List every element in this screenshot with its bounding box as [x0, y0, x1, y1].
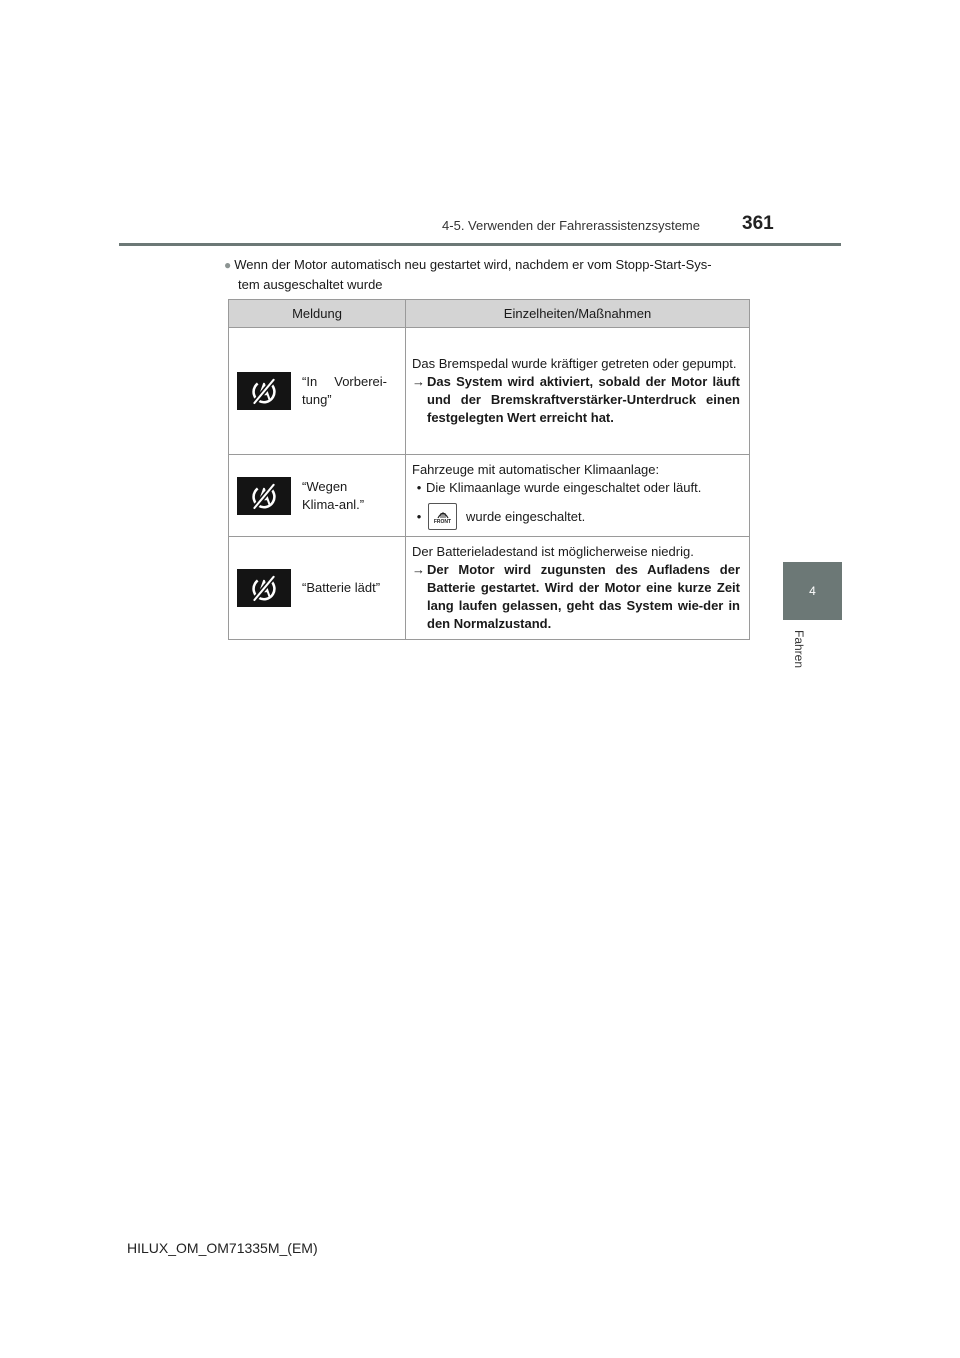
- chapter-tab: [783, 562, 842, 620]
- action-item: [412, 373, 740, 427]
- bullet-icon: ●: [224, 258, 232, 272]
- dot-icon: •: [416, 480, 422, 495]
- intro-line-1: Wenn der Motor automatisch neu gestartet wird, nachdem er vom Stopp-Start-Sys-: [234, 257, 712, 272]
- stop-start-off-icon-graphic: [248, 480, 280, 512]
- stop-start-off-icon: [237, 372, 291, 410]
- message-table: [228, 299, 750, 640]
- dot-icon: •: [416, 508, 422, 524]
- message-cell: [229, 328, 406, 455]
- table-row: [229, 328, 750, 455]
- intro-paragraph: [224, 255, 752, 294]
- detail-text: Das Bremspedal wurde kräftiger getreten oder gepumpt.: [412, 356, 737, 371]
- front-defroster-button-icon: [428, 503, 457, 530]
- defroster-icon: [436, 509, 450, 520]
- document-id: HILUX_OM_OM71335M_(EM): [127, 1240, 318, 1256]
- column-header-details: Einzelheiten/Maßnahmen: [406, 300, 750, 328]
- header-divider: [119, 243, 841, 246]
- stop-start-off-icon-graphic: [248, 572, 280, 604]
- message-text: “Wegen Klima-anl.”: [302, 478, 365, 512]
- chapter-label: Fahren: [792, 630, 806, 669]
- detail-text: Der Batterieladestand ist möglicherweise niedrig.: [412, 544, 694, 559]
- detail-cell: [406, 328, 750, 455]
- message-text: “Batterie lädt”: [302, 580, 381, 595]
- bullet-text: wurde eingeschaltet.: [466, 508, 586, 524]
- chapter-number: 4: [809, 584, 816, 598]
- table-row: [229, 537, 750, 640]
- message-text: “In Vorberei-tung”: [302, 374, 387, 407]
- detail-cell: [406, 455, 750, 537]
- detail-text: Fahrzeuge mit automatischer Klimaanlage:: [412, 462, 660, 477]
- action-item: [412, 561, 740, 633]
- bullet-item: [412, 503, 740, 530]
- section-title: 4-5. Verwenden der Fahrerassistenzsysteme: [442, 218, 700, 233]
- arrow-icon: →: [412, 562, 425, 577]
- stop-start-off-icon: [237, 569, 291, 607]
- action-text: Das System wird aktiviert, sobald der Motor läuft und der Bremskraftverstärker-Unterdruck einen festgelegten Wert erreicht hat.: [427, 374, 740, 425]
- table-row: [229, 455, 750, 537]
- stop-start-off-icon-graphic: [248, 375, 280, 407]
- front-label: FRONT: [433, 518, 452, 525]
- column-header-message: Meldung: [229, 300, 406, 328]
- bullet-text: Die Klimaanlage wurde eingeschaltet oder läuft.: [426, 480, 702, 495]
- action-text: Der Motor wird zugunsten des Aufladens der Batterie gestartet. Wird der Motor eine kurze Zeit lang laufen gelassen, geht das System wie-der in den Normalzustand.: [427, 562, 740, 631]
- page-number: 361: [742, 213, 774, 234]
- table-header-row: [229, 300, 750, 328]
- stop-start-off-icon: [237, 477, 291, 515]
- detail-cell: [406, 537, 750, 640]
- bullet-item: [412, 479, 740, 497]
- message-cell: [229, 455, 406, 537]
- intro-line-2: tem ausgeschaltet wurde: [238, 277, 383, 292]
- message-cell: [229, 537, 406, 640]
- arrow-icon: →: [412, 374, 425, 389]
